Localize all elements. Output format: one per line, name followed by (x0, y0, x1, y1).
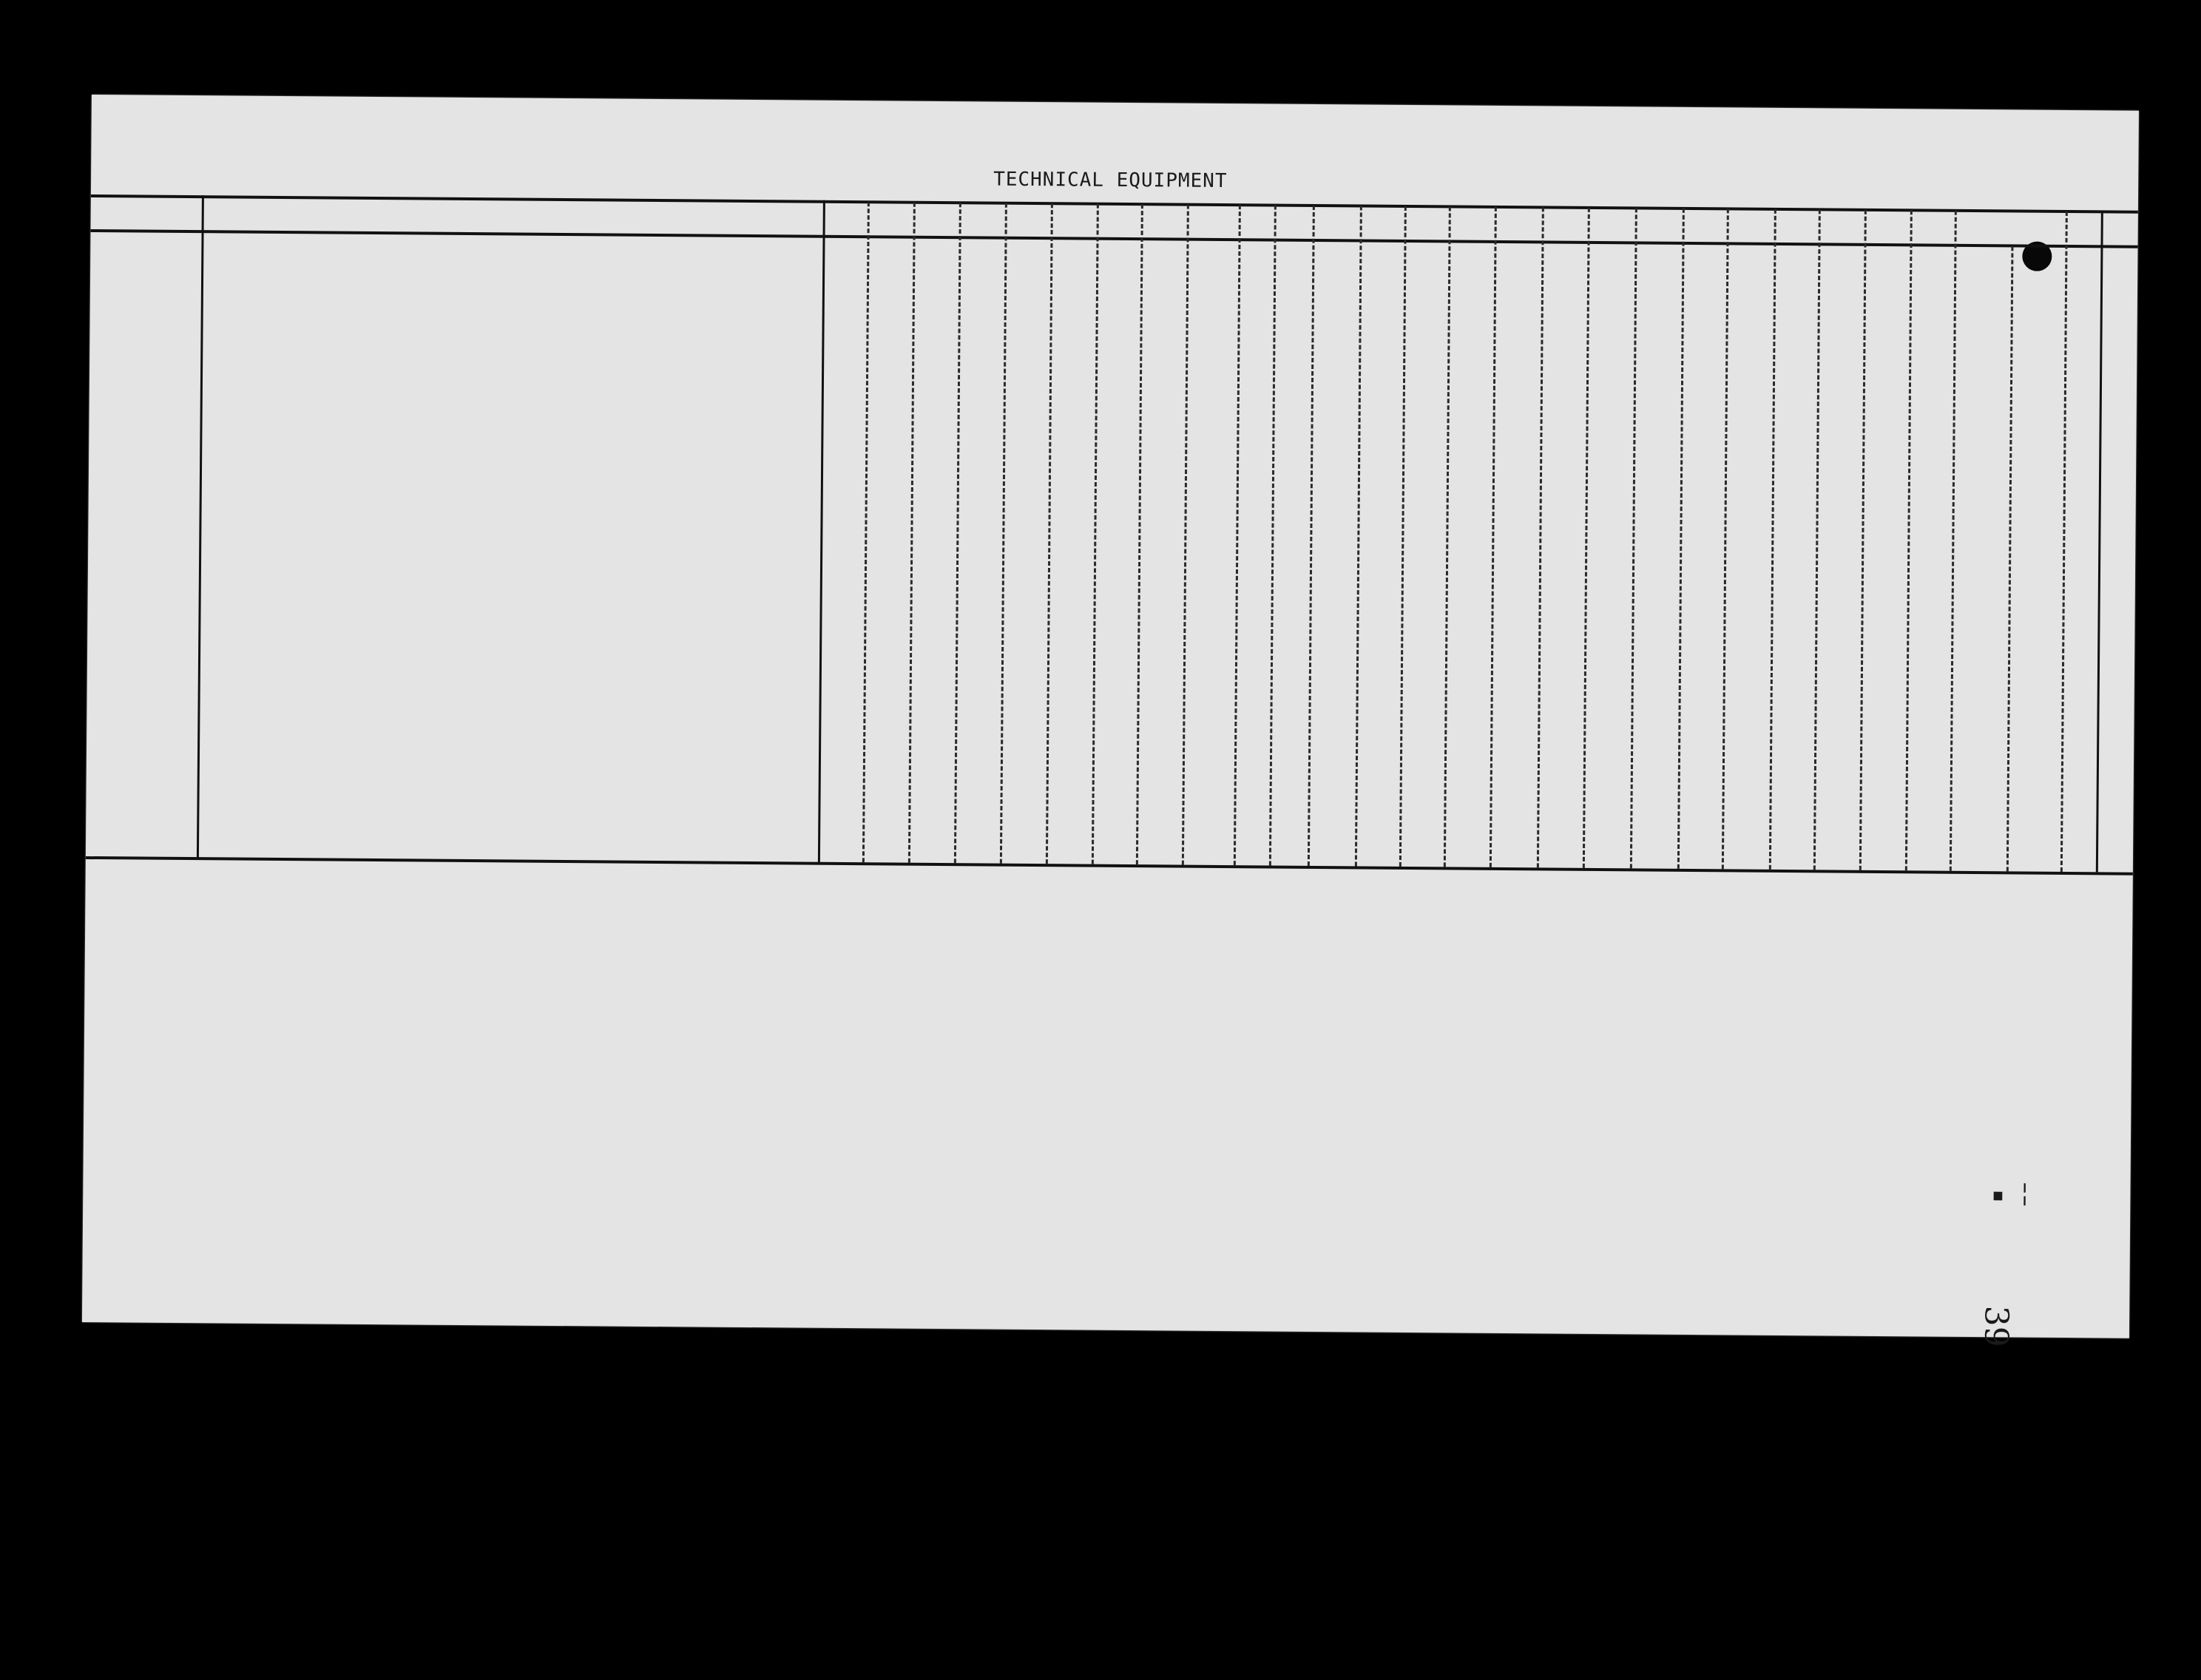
col-divider-26 (1905, 210, 1913, 870)
col28-right-divider (2060, 211, 2068, 872)
stray-marks: ▪ ╎ (1991, 1182, 2032, 1208)
col-divider-13 (1308, 206, 1315, 866)
header-bottom-rule (91, 229, 2138, 248)
document-page (82, 95, 2139, 1347)
col2-divider (818, 200, 825, 864)
col-divider-6 (1000, 203, 1007, 864)
col-divider-20 (1630, 208, 1637, 868)
col-divider-24 (1813, 209, 1821, 870)
col-divider-21 (1677, 209, 1685, 869)
col-divider-17 (1490, 207, 1497, 867)
col-divider-9 (1136, 204, 1143, 864)
col29-divider (2096, 211, 2103, 872)
col-divider-5 (954, 203, 961, 863)
col-divider-22 (1722, 209, 1729, 869)
col-divider-12 (1269, 206, 1277, 866)
col-divider-10 (1182, 205, 1189, 865)
col-divider-4 (908, 203, 916, 863)
col-divider-18 (1537, 207, 1544, 867)
page-title: TECHNICAL EQUIPMENT (993, 168, 1228, 193)
col1-divider (197, 195, 204, 858)
table-top-rule (91, 194, 2138, 214)
col-divider-7 (1046, 203, 1053, 864)
col-divider-11 (1234, 205, 1241, 865)
col-divider-16 (1444, 206, 1451, 867)
col-divider-19 (1583, 208, 1590, 868)
page-number: 39 (1977, 1305, 2015, 1347)
col-divider-23 (1769, 209, 1776, 870)
col-divider-27 (1950, 211, 1957, 871)
col-divider-15 (1399, 206, 1407, 867)
col-divider-14 (1355, 206, 1362, 866)
table-bottom-rule (86, 856, 2133, 875)
col-divider-8 (1092, 204, 1099, 864)
col28-mid-divider (2006, 246, 2014, 871)
col-divider-3 (862, 202, 870, 862)
col-divider-25 (1859, 210, 1867, 870)
